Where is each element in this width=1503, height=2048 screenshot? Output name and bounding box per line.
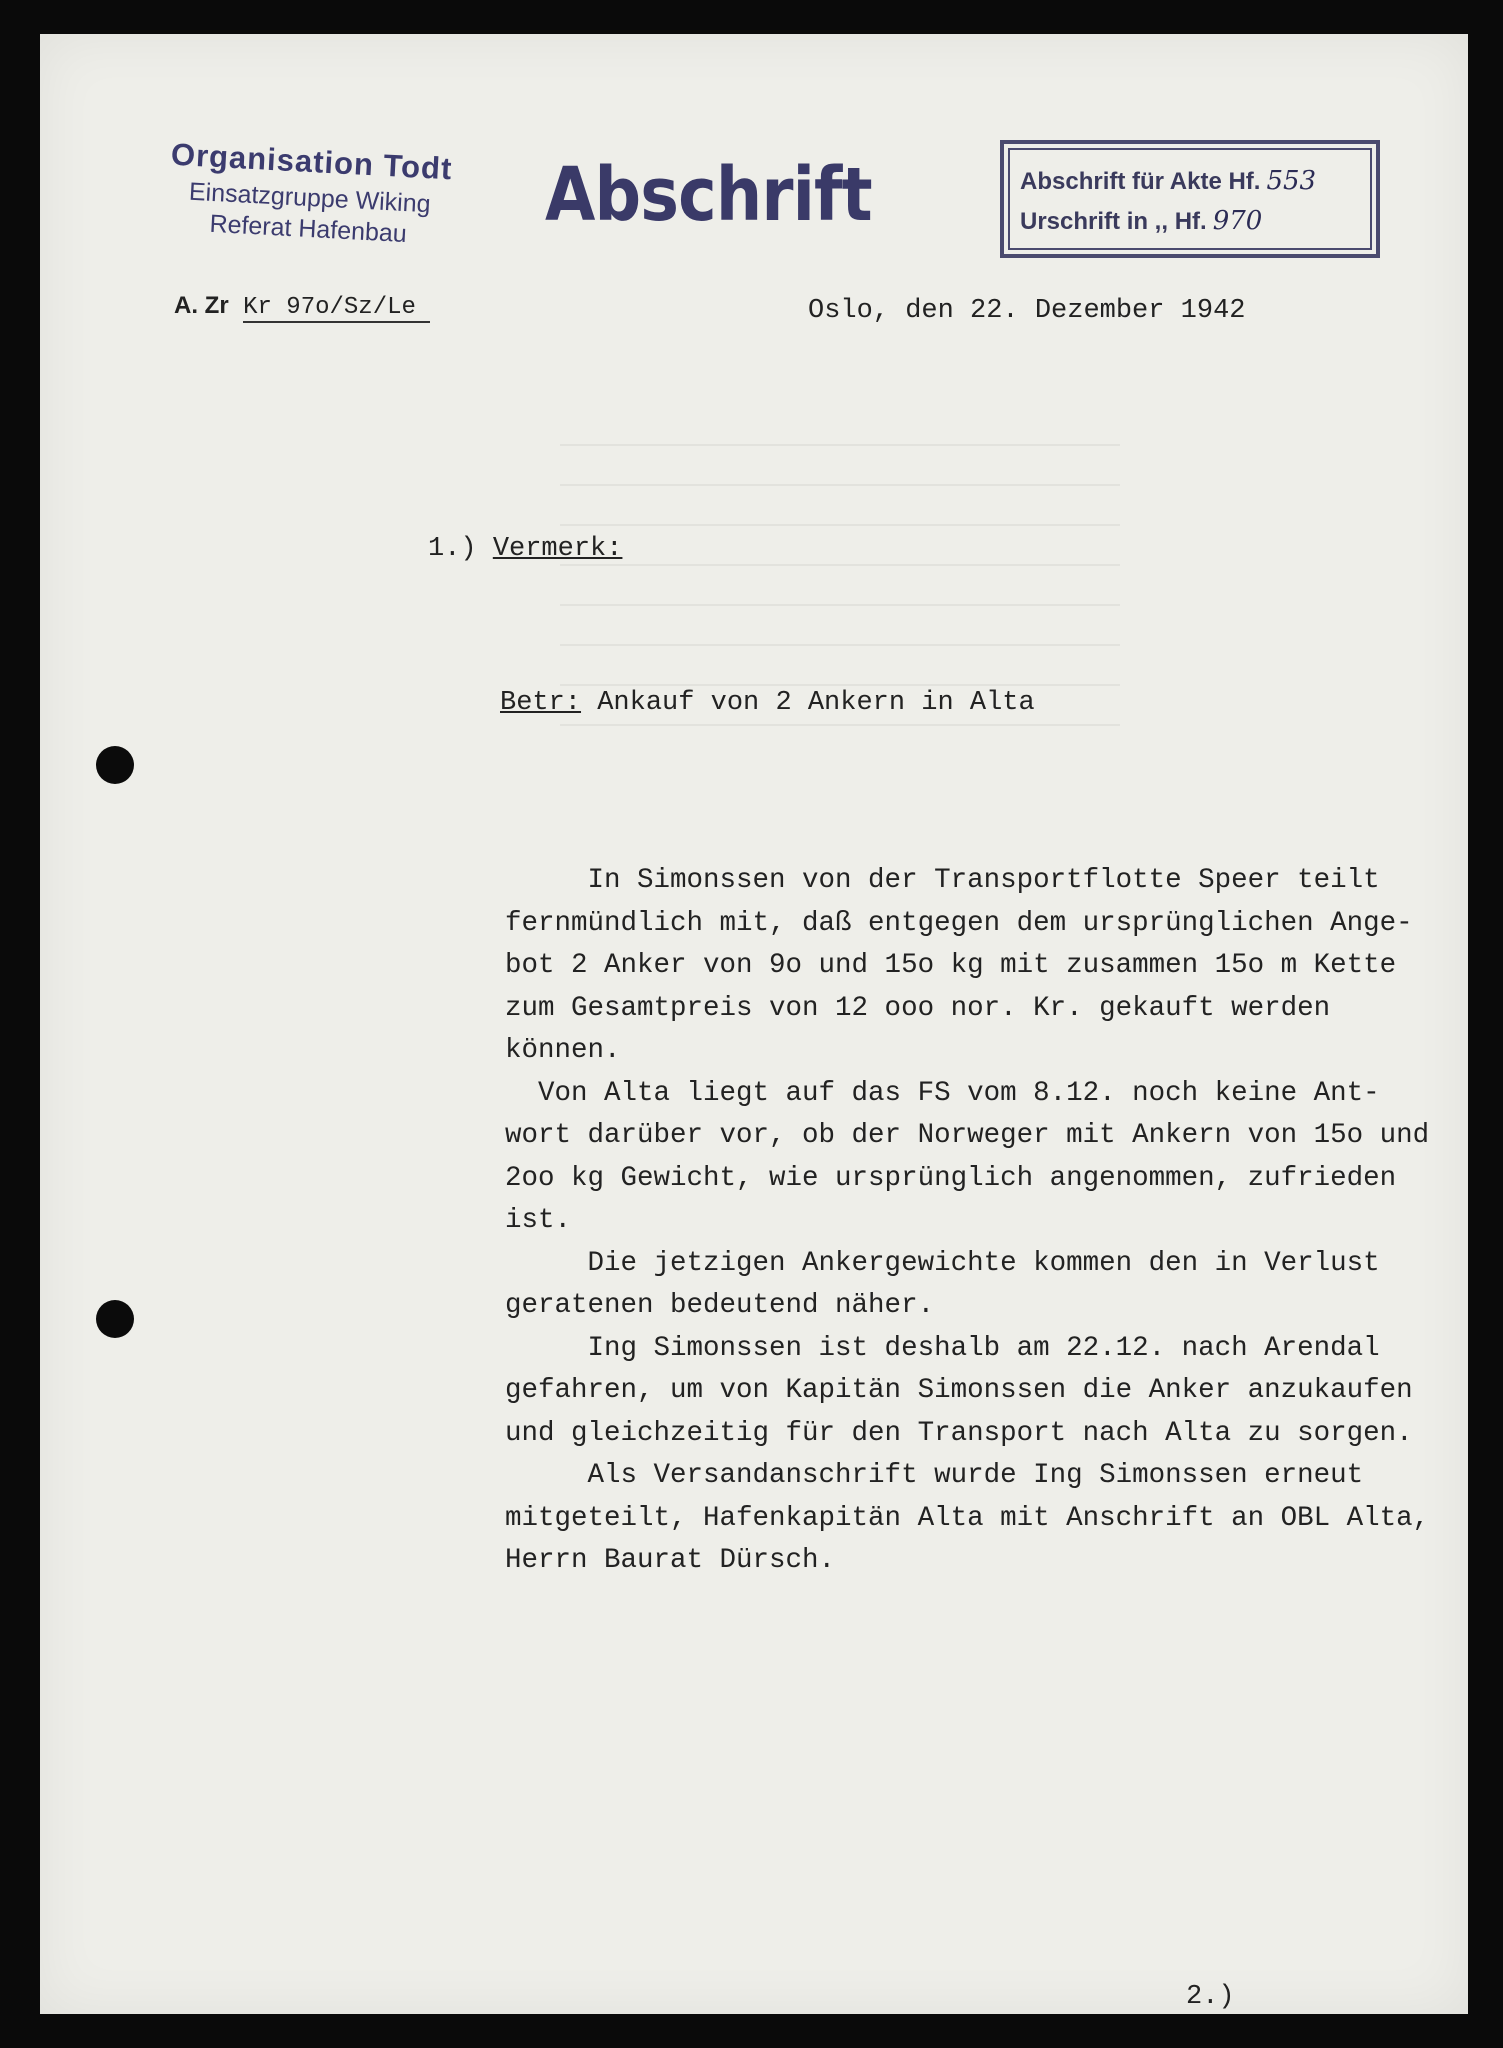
punch-hole	[96, 1300, 134, 1338]
document-page	[40, 34, 1468, 2014]
body-line: 2oo kg Gewicht, wie ursprünglich angenommen, zufrieden	[505, 1162, 1397, 1194]
body-line: zum Gesamtpreis von 12 ooo nor. Kr. gekauft werden	[505, 992, 1331, 1024]
body-line: wort darüber vor, ob der Norweger mit Ankern von 15o und	[505, 1120, 1430, 1151]
file-reference-number: Kr 97o/Sz/Le	[243, 294, 430, 323]
body-line: können.	[505, 1035, 621, 1066]
subject-line	[500, 688, 1035, 718]
file-reference-prefix: A. Zr	[174, 292, 229, 319]
org-group: Einsatzgruppe Wiking	[188, 177, 432, 219]
body-line: In Simonssen von der Transportflotte Speer teilt	[505, 865, 1380, 896]
subject-label: Betr:	[500, 688, 582, 718]
org-department: Referat Hafenbau	[208, 209, 408, 249]
body-line: bot 2 Anker von 9o und 15o kg mit zusammen 15o m Kette	[505, 950, 1397, 981]
body-line: Herrn Baurat Dürsch.	[505, 1545, 836, 1576]
body-line: Von Alta liegt auf das FS vom 8.12. noch keine Ant-	[505, 1077, 1380, 1109]
box-stamp-original-number: 970	[1212, 206, 1263, 236]
section-number: 1.)	[428, 534, 477, 564]
body-line: und gleichzeitig für den Transport nach Alta zu sorgen.	[505, 1417, 1413, 1449]
body-line: gefahren, um von Kapitän Simonssen die Anker anzukaufen	[505, 1375, 1413, 1406]
body-line: fernmündlich mit, daß entgegen dem ursprünglichen Ange-	[505, 907, 1413, 939]
box-stamp-copy-number: 553	[1266, 166, 1317, 196]
section-label: Vermerk:	[492, 534, 623, 564]
box-stamp-row-original	[1020, 206, 1262, 236]
box-stamp-original-label: Urschrift in ,, Hf.	[1020, 208, 1207, 235]
box-stamp-row-copy	[1020, 166, 1316, 196]
date-line: Oslo, den 22. Dezember 1942	[808, 296, 1246, 326]
subject-text: Ankauf von 2 Ankern in Alta	[581, 688, 1035, 718]
body-line: Ing Simonssen ist deshalb am 22.12. nach Arendal	[505, 1332, 1380, 1364]
copy-title-stamp: Abschrift	[545, 152, 872, 238]
box-stamp-copy-label: Abschrift für Akte Hf.	[1020, 168, 1261, 195]
org-name: Organisation Todt	[170, 136, 454, 187]
file-reference	[174, 292, 430, 321]
section-heading	[428, 534, 622, 564]
organisation-stamp	[128, 135, 493, 254]
continuation-marker: 2.)	[1170, 1982, 1255, 2014]
body-line: Die jetzigen Ankergewichte kommen den in Verlust	[505, 1247, 1380, 1279]
body-line: geratenen bedeutend näher.	[505, 1290, 935, 1321]
body-line: Als Versandanschrift wurde Ing Simonssen erneut	[505, 1460, 1364, 1491]
body-line: mitgeteilt, Hafenkapitän Alta mit Anschrift an OBL Alta,	[505, 1502, 1430, 1534]
memo-body	[505, 860, 1468, 1583]
file-box-stamp	[1000, 140, 1380, 258]
punch-hole	[96, 746, 134, 784]
body-line: ist.	[505, 1205, 572, 1236]
